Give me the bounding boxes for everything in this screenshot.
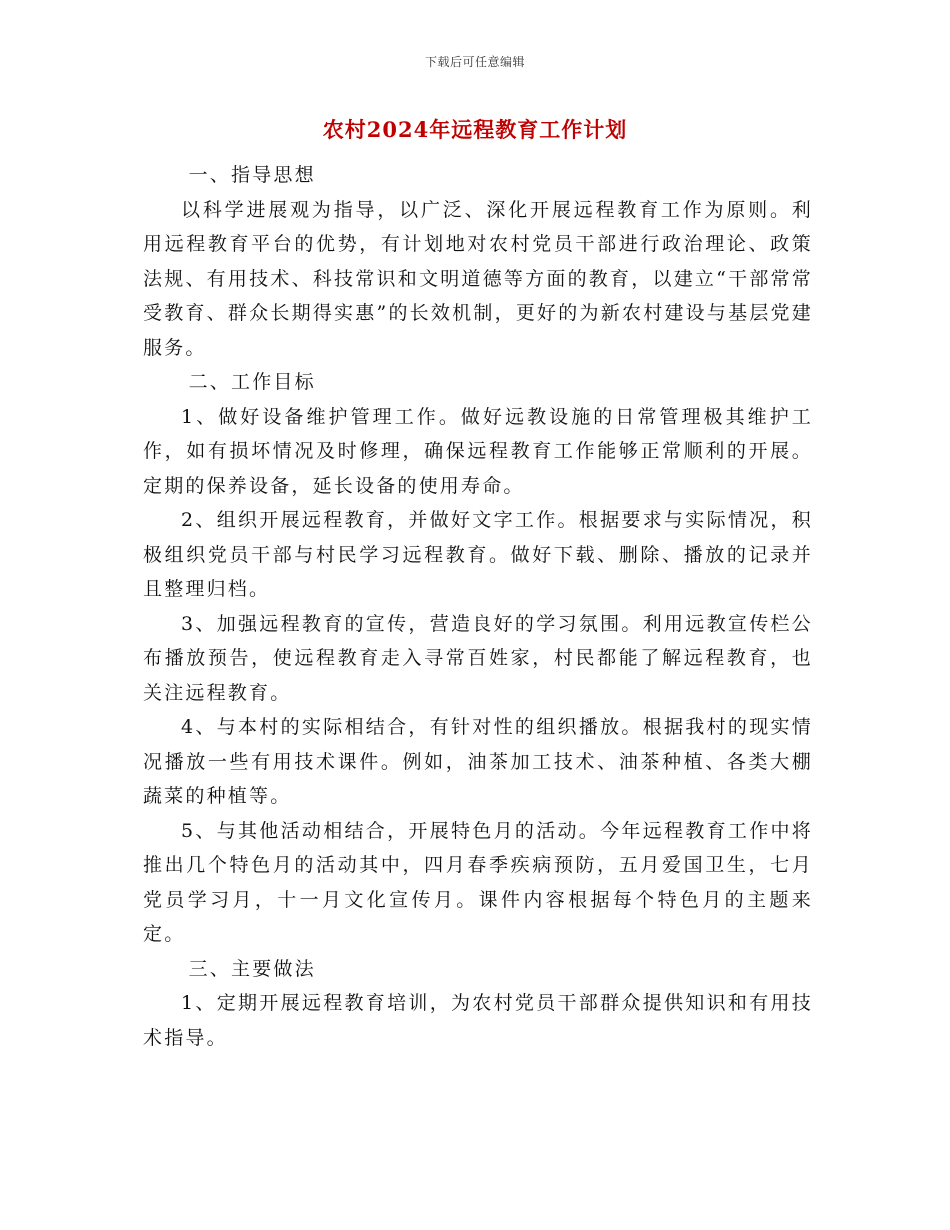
section-heading-work-goals: 二、工作目标	[188, 371, 316, 393]
paragraph-goal-3: 3、加强远程教育的宣传，营造良好的学习氛围。利用远教宣传栏公布播放预告，使远程教育走入寻常百姓家，村民都能了解远程教育，也关注远程教育。	[143, 612, 813, 704]
paragraph-guiding-ideology: 以科学进展观为指导，以广泛、深化开展远程教育工作为原则。利用远程教育平台的优势，有计划地对农村党员干部进行政治理论、政策法规、有用技术、科技常识和文明道德等方面的教育，以建立“干部常常受教育、群众长期得实惠”的长效机制，更好的为新农村建设与基层党建服务。	[143, 198, 813, 359]
paragraph-goal-4: 4、与本村的实际相结合，有针对性的组织播放。根据我村的现实情况播放一些有用技术课件。例如，油茶加工技术、油茶种植、各类大棚蔬菜的种植等。	[143, 716, 813, 807]
section-heading-main-methods: 三、主要做法	[188, 957, 316, 980]
section-heading-guiding-ideology: 一、指导思想	[188, 164, 316, 186]
page-header-note: 下载后可任意编辑	[424, 55, 525, 69]
document-body	[143, 158, 813, 1055]
paragraph-goal-2: 2、组织开展远程教育，并做好文字工作。根据要求与实际情况，积极组织党员干部与村民学习远程教育。做好下载、删除、播放的记录并且整理归档。	[143, 509, 813, 600]
paragraph-goal-5: 5、与其他活动相结合，开展特色月的活动。今年远程教育工作中将推出几个特色月的活动其中，四月春季疾病预防，五月爱国卫生，七月党员学习月，十一月文化宣传月。课件内容根据每个特色月的主题来定。	[143, 819, 813, 945]
document-title: 农村2024年远程教育工作计划	[322, 117, 628, 142]
paragraph-method-1: 1、定期开展远程教育培训，为农村党员干部群众提供知识和有用技术指导。	[143, 992, 813, 1049]
paragraph-goal-1: 1、做好设备维护管理工作。做好远教设施的日常管理极其维护工作，如有损坏情况及时修理，确保远程教育工作能够正常顺利的开展。定期的保养设备，延长设备的使用寿命。	[143, 405, 813, 497]
